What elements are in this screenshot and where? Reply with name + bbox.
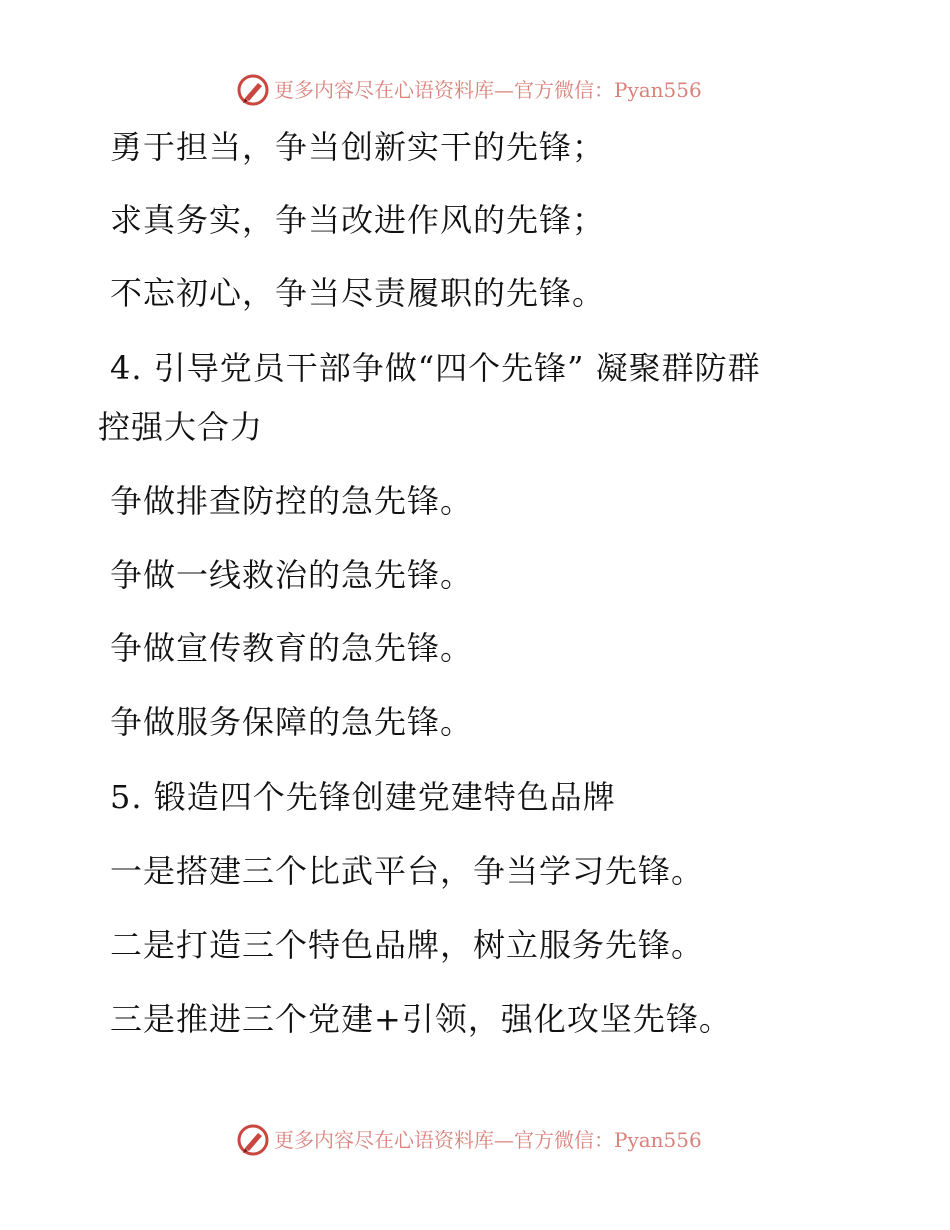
text-line: 二是打造三个特色品牌，树立服务先锋。 — [110, 926, 705, 964]
text-line: 一是搭建三个比武平台，争当学习先锋。 — [110, 852, 705, 890]
watermark-text: 更多内容尽在心语资料库—官方微信：Pyan556 — [274, 1128, 702, 1152]
text-line: 不忘初心，争当尽责履职的先锋。 — [110, 274, 606, 312]
pen-logo-icon — [236, 1123, 270, 1157]
section-heading: 5. 锻造四个先锋创建党建特色品牌 — [110, 778, 616, 816]
text-line: 争做排查防控的急先锋。 — [110, 482, 474, 520]
watermark-footer — [236, 1122, 702, 1158]
watermark-text: 更多内容尽在心语资料库—官方微信：Pyan556 — [274, 78, 702, 102]
watermark-header — [236, 72, 702, 108]
text-line: 争做服务保障的急先锋。 — [110, 703, 474, 741]
text-line: 三是推进三个党建+引领，强化攻坚先锋。 — [110, 1000, 732, 1038]
pen-logo-icon — [236, 73, 270, 107]
text-line: 求真务实，争当改进作风的先锋； — [110, 201, 606, 239]
section-heading: 4. 引导党员干部争做“四个先锋” 凝聚群防群 — [110, 349, 761, 387]
text-line: 勇于担当，争当创新实干的先锋； — [110, 128, 606, 166]
text-line: 争做一线救治的急先锋。 — [110, 556, 474, 594]
section-heading-continued: 控强大合力 — [98, 408, 264, 446]
text-line: 争做宣传教育的急先锋。 — [110, 629, 474, 667]
